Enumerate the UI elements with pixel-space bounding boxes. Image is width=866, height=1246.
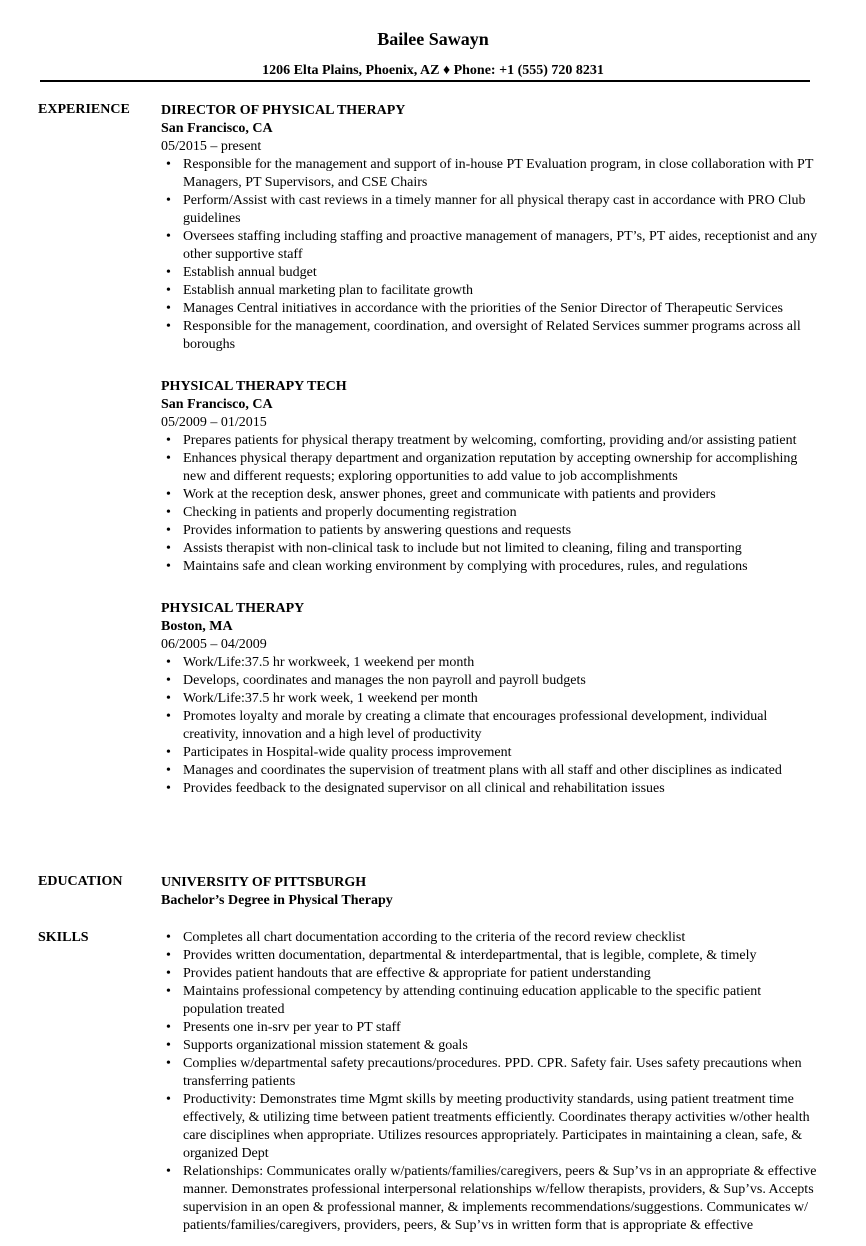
bullet-item: • Checking in patients and properly documenting registration: [161, 504, 821, 522]
bullet-item: • Participates in Hospital-wide quality process improvement: [161, 744, 821, 762]
bullet-item: • Oversees staffing including staffing and proactive management of managers, PT’s, PT aides, receptionist and any other supportive staff: [161, 228, 821, 264]
bullet-item: • Establish annual budget: [161, 264, 821, 282]
skill-item: • Relationships: Communicates orally w/patients/families/caregivers, peers & Sup’vs in an appropriate & effective manner. Demonstrates professional interpersonal relationships w/fellow therapists, providers, & Sup’vs. Accepts supervision in an open & professional manner, & implements recommendations/suggestions. Communicates w/ patients/families/caregivers, providers, peers, & Sup’vs in written form that is appropriate & effective: [161, 1163, 821, 1235]
bullet-item: • Assists therapist with non-clinical task to include but not limited to cleaning, filing and transporting: [161, 540, 821, 558]
education-column: [161, 874, 821, 910]
bullet-item: • Establish annual marketing plan to facilitate growth: [161, 282, 821, 300]
bullet-item: • Manages and coordinates the supervision of treatment plans with all staff and other disciplines as indicated: [161, 762, 821, 780]
job-location: San Francisco, CA: [161, 121, 273, 136]
skill-item: • Presents one in-srv per year to PT staff: [161, 1019, 821, 1037]
job-bullets: [161, 432, 821, 576]
job-entry: [161, 378, 821, 576]
skill-item: • Maintains professional competency by attending continuing education applicable to the specific patient population treated: [161, 983, 821, 1019]
school-name: UNIVERSITY OF PITTSBURGH: [161, 875, 367, 890]
skill-item: • Complies w/departmental safety precautions/procedures. PPD. CPR. Safety fair. Uses safety precautions when transferring patients: [161, 1055, 821, 1091]
job-dates: 05/2015 – present: [161, 139, 262, 154]
section-label-education: EDUCATION: [38, 874, 123, 889]
skill-item: • Supports organizational mission statement & goals: [161, 1037, 821, 1055]
skill-item: • Provides written documentation, departmental & interdepartmental, that is legible, complete, & timely: [161, 947, 821, 965]
bullet-item: • Responsible for the management and support of in-house PT Evaluation program, in close collaboration with PT Managers, PT Supervisors, and CSE Chairs: [161, 156, 821, 192]
bullet-item: • Work/Life:37.5 hr work week, 1 weekend per month: [161, 690, 821, 708]
bullet-item: • Develops, coordinates and manages the non payroll and payroll budgets: [161, 672, 821, 690]
section-label-experience: EXPERIENCE: [38, 102, 130, 117]
skill-item: • Productivity: Demonstrates time Mgmt skills by meeting productivity standards, using patient treatment time effectively, & utilizing time between patient treatments efficiently. Coordinates therapy activities w/other health care disciplines when appropriate. Utilizes resources appropriately. Participates in maintaining a clean, safe, & organized Dept: [161, 1091, 821, 1163]
skills-bullets: [161, 929, 821, 1235]
bullet-item: • Enhances physical therapy department and organization reputation by accepting ownership for accomplishing new and different requests; exploring opportunities to add value to job accomplishments: [161, 450, 821, 486]
bullet-item: • Perform/Assist with cast reviews in a timely manner for all physical therapy cast in accordance with PRO Club guidelines: [161, 192, 821, 228]
job-location: San Francisco, CA: [161, 397, 273, 412]
header-divider: [40, 80, 810, 82]
skill-item: • Provides patient handouts that are effective & appropriate for patient understanding: [161, 965, 821, 983]
job-entry: [161, 102, 821, 354]
experience-column: [161, 102, 821, 798]
job-bullets: [161, 654, 821, 798]
degree: Bachelor’s Degree in Physical Therapy: [161, 893, 393, 908]
bullet-item: • Provides information to patients by answering questions and requests: [161, 522, 821, 540]
contact-line: 1206 Elta Plains, Phoenix, AZ ♦ Phone: +1 (555) 720 8231: [262, 63, 604, 78]
bullet-item: • Responsible for the management, coordination, and oversight of Related Services summer programs across all boroughs: [161, 318, 821, 354]
bullet-item: • Provides feedback to the designated supervisor on all clinical and rehabilitation issues: [161, 780, 821, 798]
section-label-skills: SKILLS: [38, 930, 89, 945]
job-entry: [161, 600, 821, 798]
candidate-name: Bailee Sawayn: [377, 29, 489, 49]
skills-column: [161, 929, 821, 1235]
bullet-item: • Prepares patients for physical therapy treatment by welcoming, comforting, providing and/or assisting patient: [161, 432, 821, 450]
job-dates: 05/2009 – 01/2015: [161, 415, 267, 430]
job-dates: 06/2005 – 04/2009: [161, 637, 267, 652]
job-title: PHYSICAL THERAPY: [161, 601, 305, 616]
job-bullets: [161, 156, 821, 354]
bullet-item: • Maintains safe and clean working environment by complying with procedures, rules, and regulations: [161, 558, 821, 576]
bullet-item: • Manages Central initiatives in accordance with the priorities of the Senior Director of Therapeutic Services: [161, 300, 821, 318]
skill-item: • Completes all chart documentation according to the criteria of the record review checklist: [161, 929, 821, 947]
job-title: PHYSICAL THERAPY TECH: [161, 379, 347, 394]
bullet-item: • Promotes loyalty and morale by creating a climate that encourages professional development, individual creativity, innovation and a high level of productivity: [161, 708, 821, 744]
bullet-item: • Work at the reception desk, answer phones, greet and communicate with patients and providers: [161, 486, 821, 504]
job-title: DIRECTOR OF PHYSICAL THERAPY: [161, 103, 406, 118]
bullet-item: • Work/Life:37.5 hr workweek, 1 weekend per month: [161, 654, 821, 672]
job-location: Boston, MA: [161, 619, 233, 634]
